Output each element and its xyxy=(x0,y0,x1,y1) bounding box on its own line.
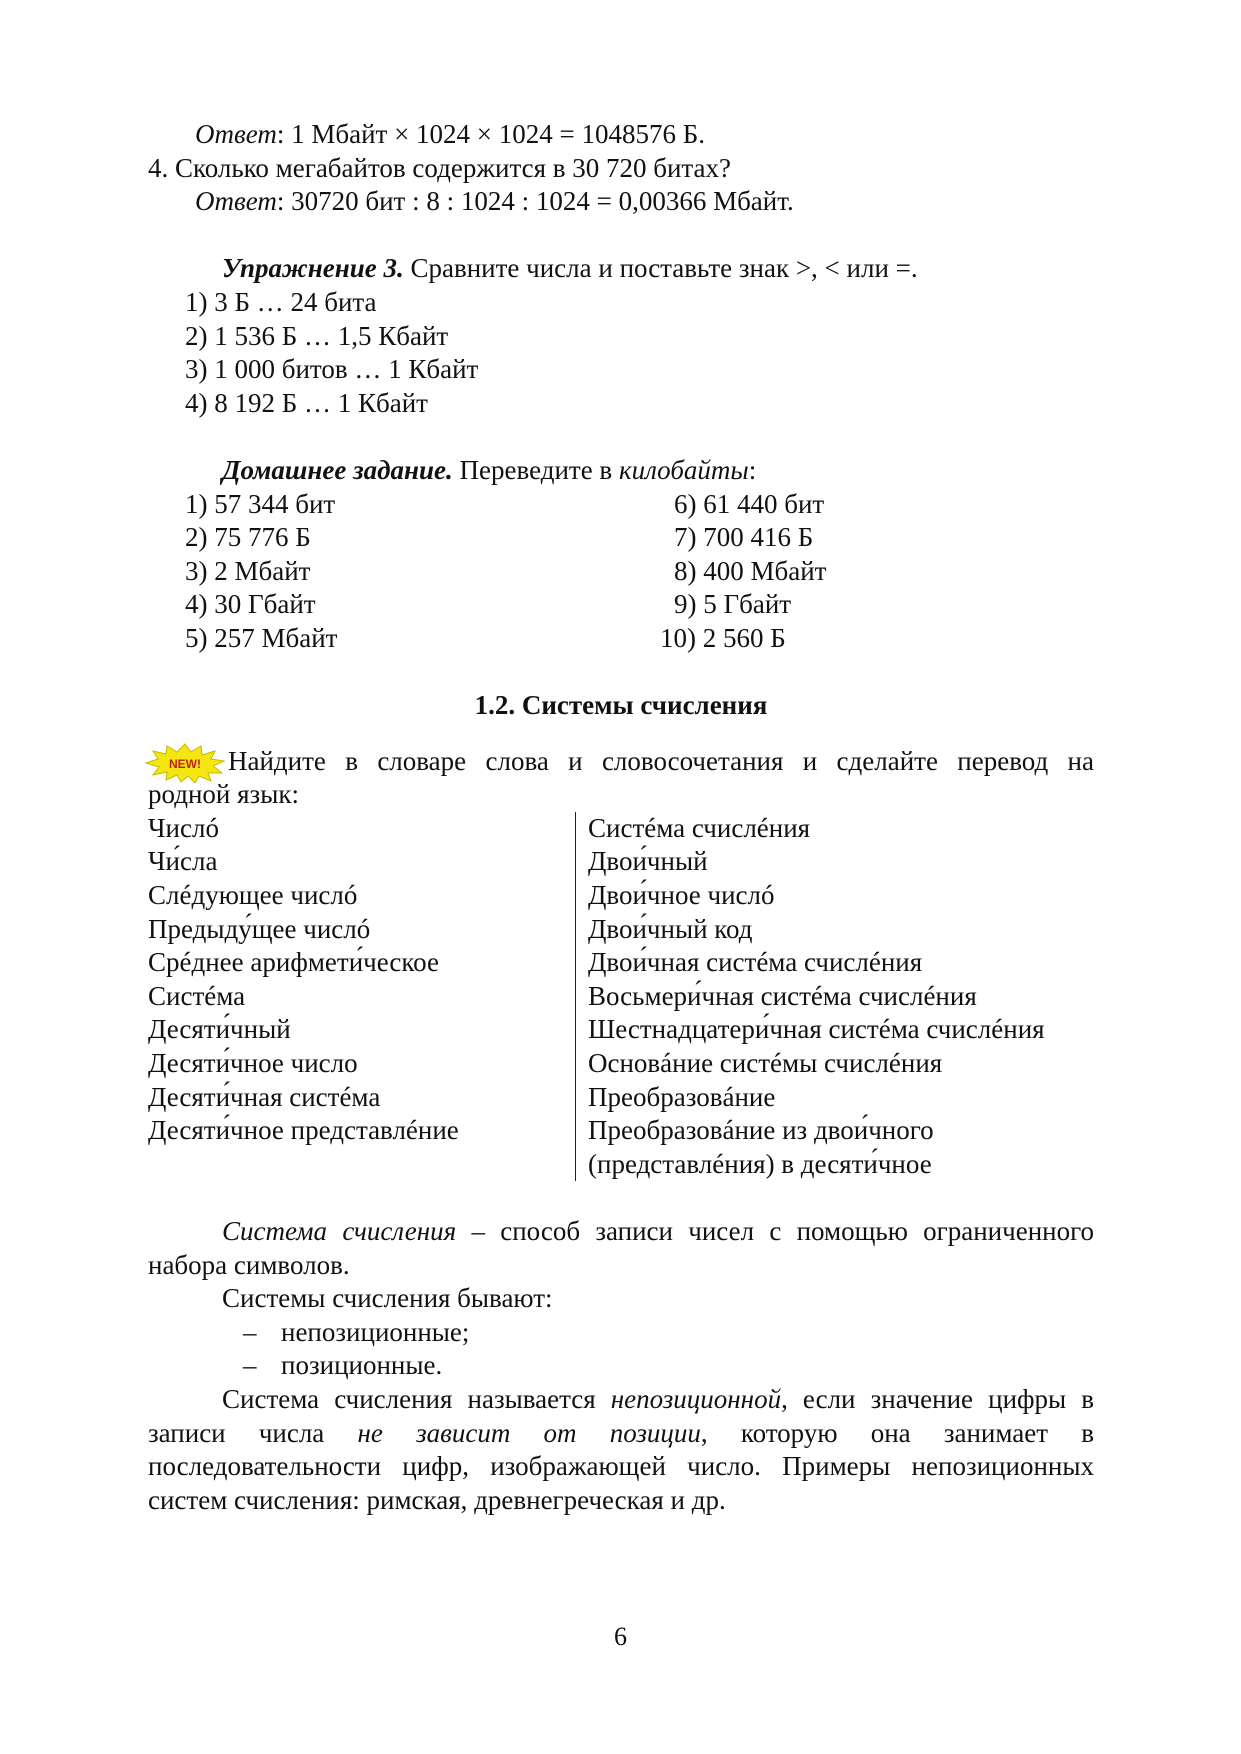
page-content xyxy=(148,118,1094,1517)
badge-text: NEW! xyxy=(169,756,201,771)
vocab-word: Двои́чная систéма счислéния xyxy=(588,947,923,978)
dash-bullet: – xyxy=(243,1350,257,1381)
answer-4 xyxy=(148,185,1094,219)
paragraph-text: Система счисления называется xyxy=(222,1383,611,1414)
exercise-title: Упражнение 3. xyxy=(222,253,404,284)
new-badge-icon xyxy=(145,743,225,783)
list-item: 1) 3 Б … 24 бита xyxy=(185,286,377,317)
list-item: 3) 1 000 битов … 1 Кбайт xyxy=(185,354,479,385)
list-item: 2) 75 776 Б xyxy=(185,522,311,553)
vocab-word: Срéднее арифмети́ческое xyxy=(148,947,439,978)
list-item: 7) 700 416 Б xyxy=(674,522,814,553)
vocab-word: Двои́чное числó xyxy=(588,880,775,911)
paragraph-text: , которую она занимает в последовательности цифр, изображающей число. Примеры непозиционных систем счисления: римская, древнегреческая и др. xyxy=(148,1417,1094,1515)
list-item: 2) 1 536 Б … 1,5 Кбайт xyxy=(185,320,449,351)
homework-title: Домашнее задание. xyxy=(222,454,453,485)
definition-paragraph xyxy=(148,1215,1094,1282)
emphasis-text: не зависит от позиции xyxy=(357,1417,701,1448)
list-item-text: непозиционные; xyxy=(281,1316,470,1347)
vocab-word: (представлéния) в десяти́чное xyxy=(588,1148,932,1179)
vocab-intro xyxy=(148,745,1094,812)
vocab-word: Шестнадцатери́чная систéма счислéния xyxy=(588,1014,1045,1045)
vocab-table xyxy=(148,812,1094,1182)
list-item: 10) 2 560 Б xyxy=(660,622,786,653)
vocab-word: Двои́чный код xyxy=(588,913,753,944)
vocab-intro-line1: Найдите в словаре слова и словосочетания и сделайте перевод на xyxy=(228,745,1094,776)
homework-text: Переведите в xyxy=(452,454,619,485)
list-item xyxy=(148,1349,1094,1383)
vocab-right-column xyxy=(575,812,1094,1182)
list-item: 6) 61 440 бит xyxy=(674,488,825,519)
vocab-word: Основáние систéмы счислéния xyxy=(588,1048,943,1079)
homework-left-column xyxy=(148,488,660,656)
vocab-word: Десяти́чная систéма xyxy=(148,1081,381,1112)
homework-right-column xyxy=(660,488,1094,656)
vocab-word: Преобразовáние из двои́чного xyxy=(588,1115,934,1146)
list-item: 1) 57 344 бит xyxy=(185,488,336,519)
exercise-3-heading xyxy=(148,252,1094,286)
question-4: 4. Сколько мегабайтов содержится в 30 720 битах? xyxy=(148,152,732,183)
list-item-text: позиционные. xyxy=(281,1350,443,1381)
vocab-word: Десяти́чное число xyxy=(148,1048,358,1079)
homework-unit: килобайты xyxy=(618,454,749,485)
list-item: 3) 2 Мбайт xyxy=(185,555,311,586)
page-number: 6 xyxy=(614,1622,627,1651)
homework-heading xyxy=(148,454,1094,488)
vocab-word: Восьмери́чная систéма счислéния xyxy=(588,980,977,1011)
vocab-word: Десяти́чное представлéние xyxy=(148,1115,459,1146)
section-title: 1.2. Системы счисления xyxy=(474,690,768,721)
list-item xyxy=(148,1316,1094,1350)
vocab-intro-line2: родной язык: xyxy=(148,779,299,810)
answer-text: : 30720 бит : 8 : 1024 : 1024 = 0,00366 Мбайт. xyxy=(276,186,794,217)
answer-label: Ответ xyxy=(195,186,277,217)
vocab-word: Десяти́чный xyxy=(148,1014,291,1045)
vocab-word: Систéма xyxy=(148,980,246,1011)
list-item: 4) 8 192 Б … 1 Кбайт xyxy=(185,387,428,418)
vocab-word: Предыду́щее числó xyxy=(148,913,371,944)
answer-label: Ответ xyxy=(195,119,277,149)
paragraph-text: , если значение цифры в записи числа xyxy=(148,1383,1094,1448)
answer-2 xyxy=(148,118,1094,152)
list-item: 4) 30 Гбайт xyxy=(185,589,316,620)
vocab-left-column xyxy=(148,812,575,1182)
definition-term: Система счисления xyxy=(222,1216,457,1246)
answer-text: : 1 Мбайт × 1024 × 1024 = 1048576 Б. xyxy=(276,119,706,149)
nonpositional-paragraph xyxy=(148,1383,1094,1517)
vocab-word: Двои́чный xyxy=(588,846,708,877)
vocab-word: Слéдующее числó xyxy=(148,880,358,911)
vocab-word: Чи́сла xyxy=(148,846,218,877)
vocab-word: Систéма счислéния xyxy=(588,812,811,843)
exercise-3-list xyxy=(148,286,1094,420)
vocab-word: Числó xyxy=(148,812,219,843)
definition-text: – способ записи чисел с помощью ограниченного набора символов. xyxy=(148,1216,1094,1280)
list-item: 9) 5 Гбайт xyxy=(674,589,792,620)
dash-bullet: – xyxy=(243,1316,257,1347)
vocab-word: Преобразовáние xyxy=(588,1081,776,1112)
list-item: 8) 400 Мбайт xyxy=(674,555,827,586)
homework-colon: : xyxy=(748,454,757,485)
types-intro: Системы счисления бывают: xyxy=(222,1283,553,1314)
emphasis-text: непозиционной xyxy=(610,1383,782,1414)
exercise-text: Сравните числа и поставьте знак >, < или =. xyxy=(403,253,918,284)
homework-list xyxy=(148,488,1094,656)
list-item: 5) 257 Мбайт xyxy=(185,622,338,653)
